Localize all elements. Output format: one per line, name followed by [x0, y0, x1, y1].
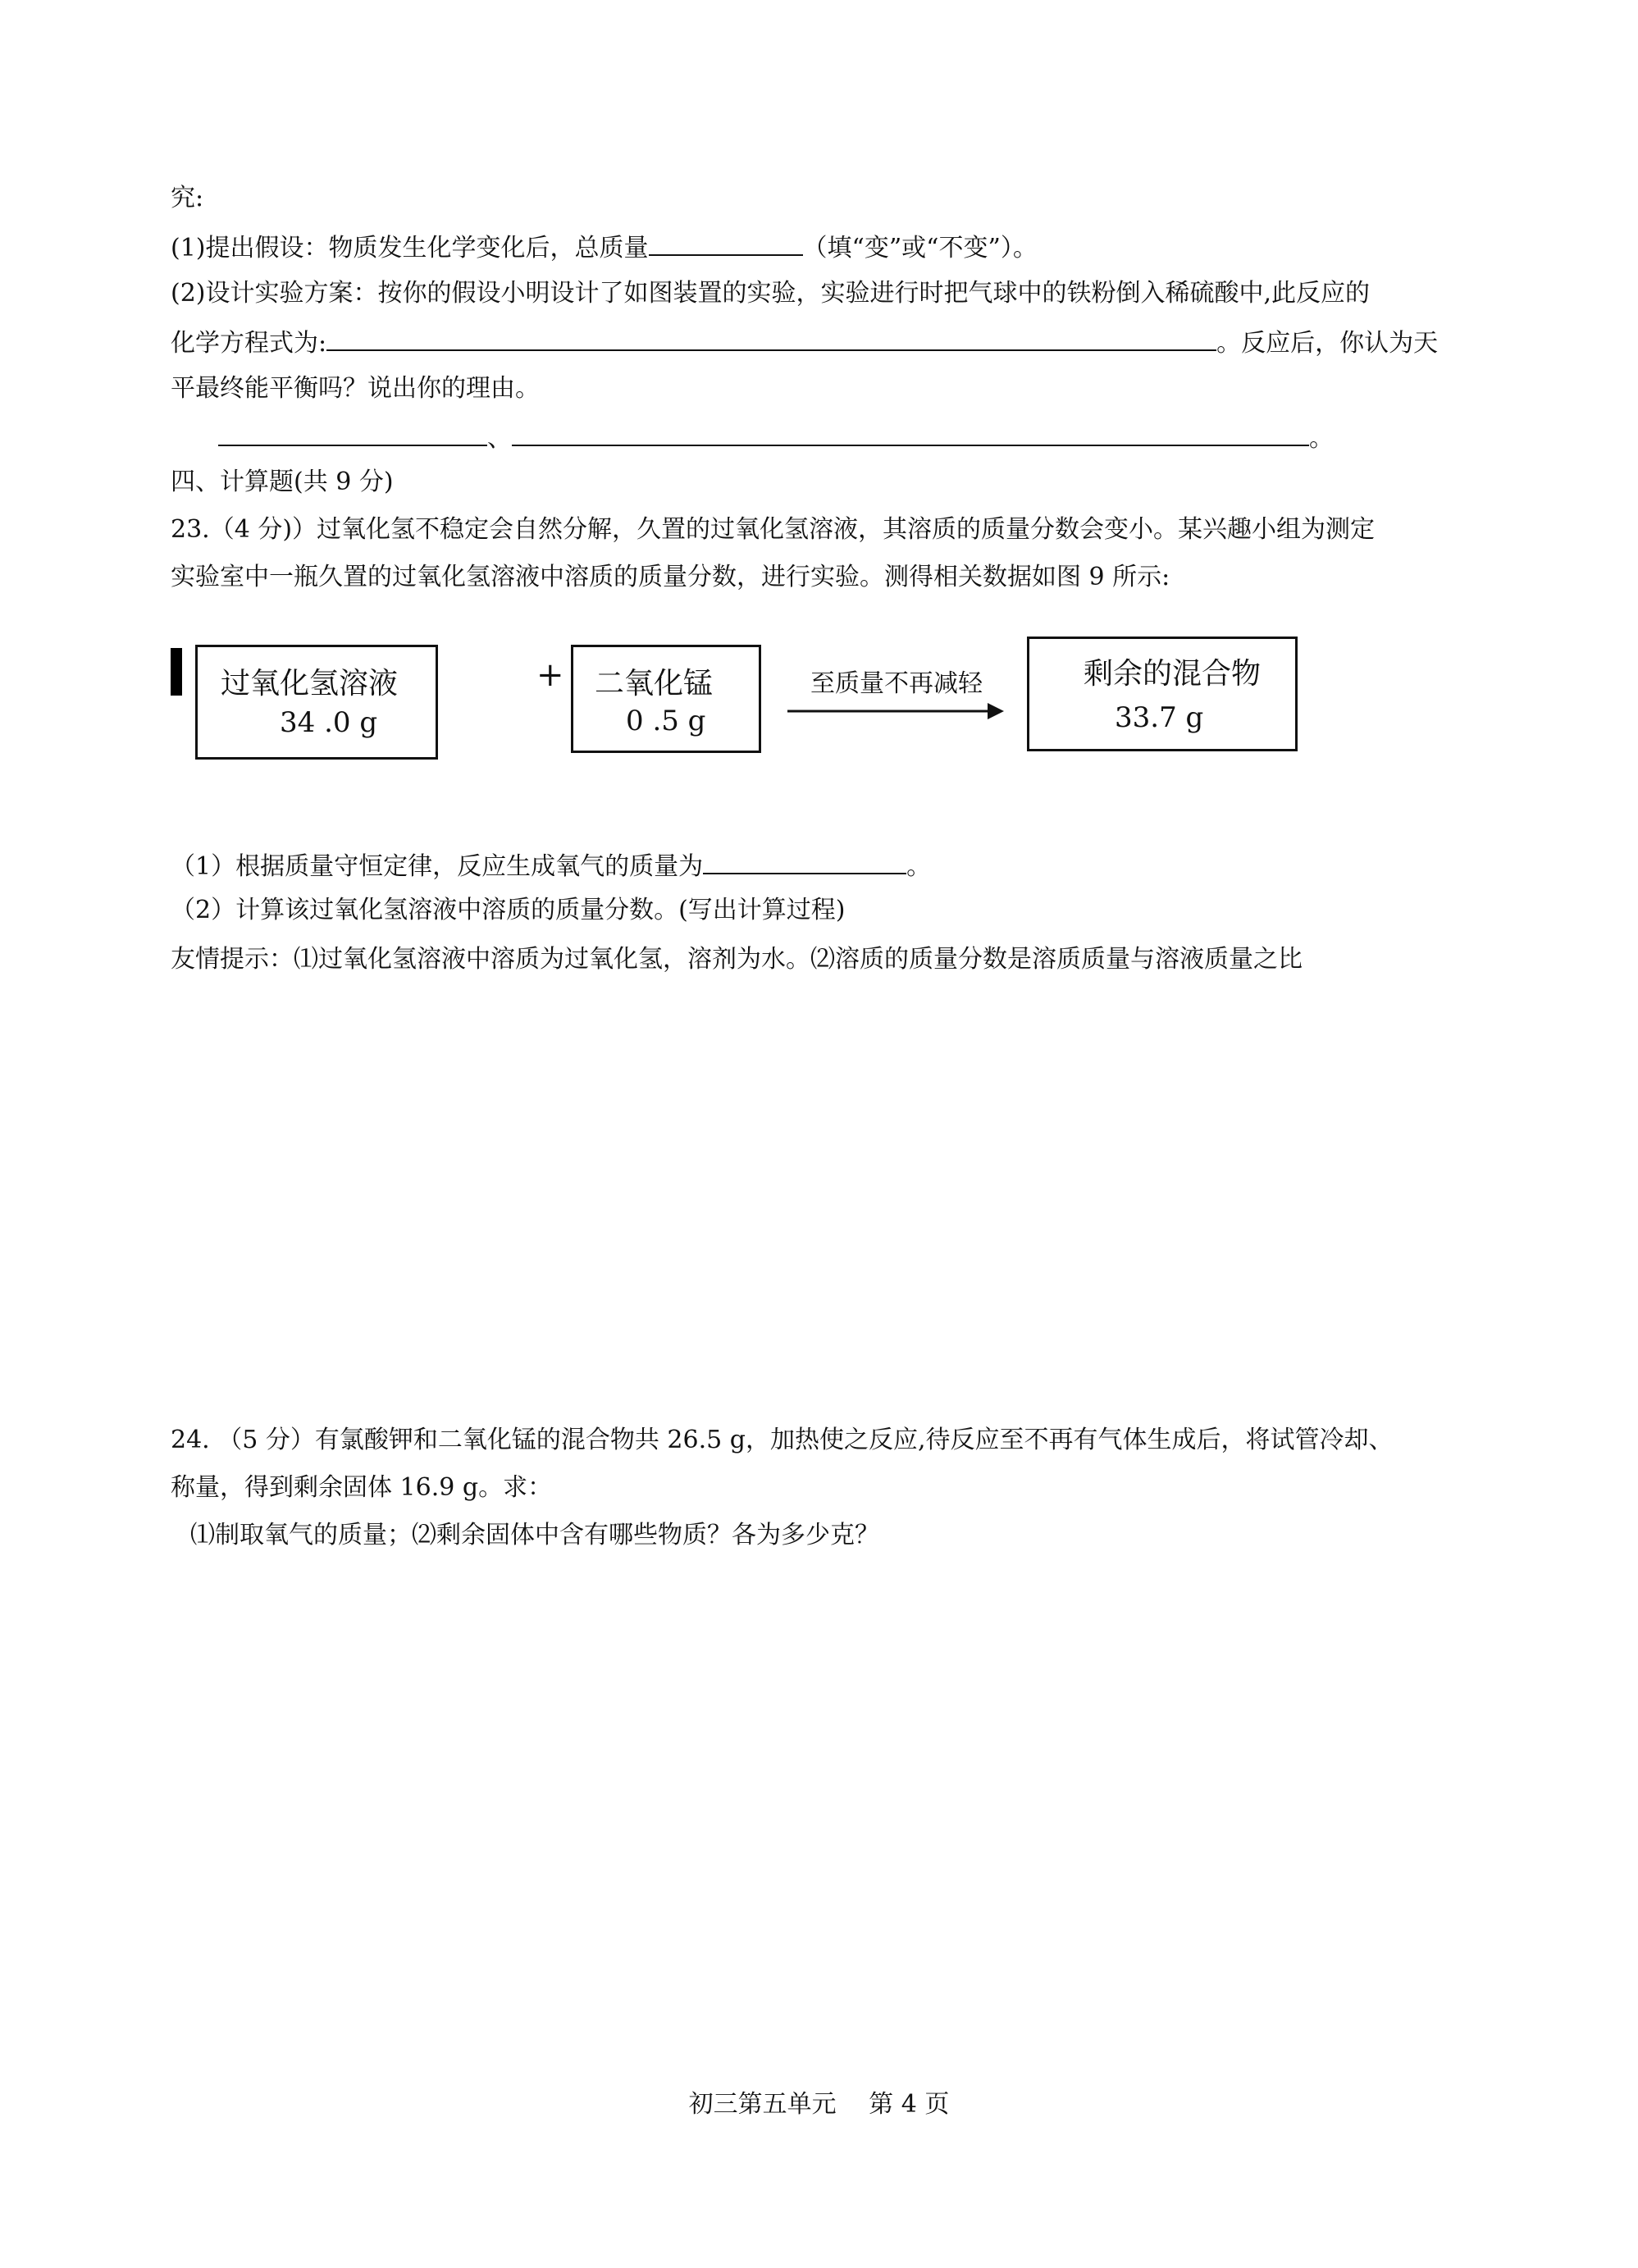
question-23-part-1 — [171, 848, 931, 883]
text-line-intro: 究: — [171, 184, 204, 212]
question-1-hint: （填“变”或“不变”）。 — [802, 234, 1038, 262]
question-23-part-2: （2）计算该过氧化氢溶液中溶质的质量分数。(写出计算过程) — [171, 896, 846, 924]
question-2-line-2 — [171, 325, 1438, 360]
box-hydrogen-peroxide-value: 34 .0 g — [280, 706, 378, 739]
question-2-equation-label: 化学方程式为: — [171, 329, 327, 358]
answer-blank-total-mass[interactable] — [649, 230, 803, 256]
friendly-hint: 友情提示：⑴过氧化氢溶液中溶质为过氧化氢，溶剂为水。⑵溶质的质量分数是溶质质量与溶液质量之比 — [171, 945, 1303, 974]
box-remaining-mixture-title: 剩余的混合物 — [1084, 657, 1262, 691]
page-footer: 初三第五单元 第 4 页 — [688, 2090, 950, 2119]
question-23-part-1-end: 。 — [906, 852, 932, 881]
answer-blank-balance[interactable] — [218, 420, 487, 446]
period: 。 — [1309, 424, 1334, 453]
question-1-text: (1)提出假设：物质发生化学变化后，总质量 — [171, 234, 649, 262]
answer-blank-oxygen-mass[interactable] — [703, 848, 906, 874]
question-23-part-1-text: （1）根据质量守恒定律，反应生成氧气的质量为 — [171, 852, 704, 881]
box-remaining-mixture-value: 33.7 g — [1115, 701, 1204, 734]
question-24-line-2: 称量，得到剩余固体 16.9 g。求： — [171, 1473, 553, 1502]
question-1 — [171, 230, 1038, 265]
plus-sign: + — [536, 656, 564, 694]
question-2-answer-line — [218, 420, 1334, 455]
question-23-line-1: 23.（4 分)）过氧化氢不稳定会自然分解，久置的过氧化氢溶液，其溶质的质量分数会变小。某兴趣小组为测定 — [171, 515, 1376, 544]
margin-marker-bar — [171, 648, 182, 696]
box-hydrogen-peroxide-solution — [195, 645, 438, 760]
question-2-continued: 。反应后，你认为天 — [1216, 329, 1439, 358]
box-manganese-dioxide — [571, 645, 761, 753]
box-remaining-mixture — [1027, 637, 1298, 751]
question-24-line-3: ⑴制取氧气的质量；⑵剩余固体中含有哪些物质？各为多少克？ — [190, 1521, 879, 1549]
question-23-line-2: 实验室中一瓶久置的过氧化氢溶液中溶质的质量分数，进行实验。测得相关数据如图 9 所示: — [171, 563, 1170, 591]
separator: 、 — [487, 424, 512, 453]
box-hydrogen-peroxide-title: 过氧化氢溶液 — [221, 667, 399, 700]
question-24-line-1: 24. （5 分）有氯酸钾和二氧化锰的混合物共 26.5 g，加热使之反应,待反应至不再有气体生成后，将试管冷却、 — [171, 1426, 1394, 1454]
question-2-line-1: (2)设计实验方案：按你的假设小明设计了如图装置的实验，实验进行时把气球中的铁粉倒入稀硫酸中,此反应的 — [171, 279, 1371, 308]
section-title-calculation: 四、计算题(共 9 分) — [171, 468, 394, 496]
box-manganese-dioxide-value: 0 .5 g — [626, 705, 706, 737]
question-2-line-3: 平最终能平衡吗？说出你的理由。 — [171, 374, 540, 403]
arrow-label: 至质量不再减轻 — [810, 669, 983, 698]
answer-blank-equation[interactable] — [326, 325, 1216, 351]
arrow-icon — [786, 699, 1006, 723]
box-manganese-dioxide-title: 二氧化锰 — [595, 667, 714, 700]
answer-blank-reason[interactable] — [512, 420, 1309, 446]
